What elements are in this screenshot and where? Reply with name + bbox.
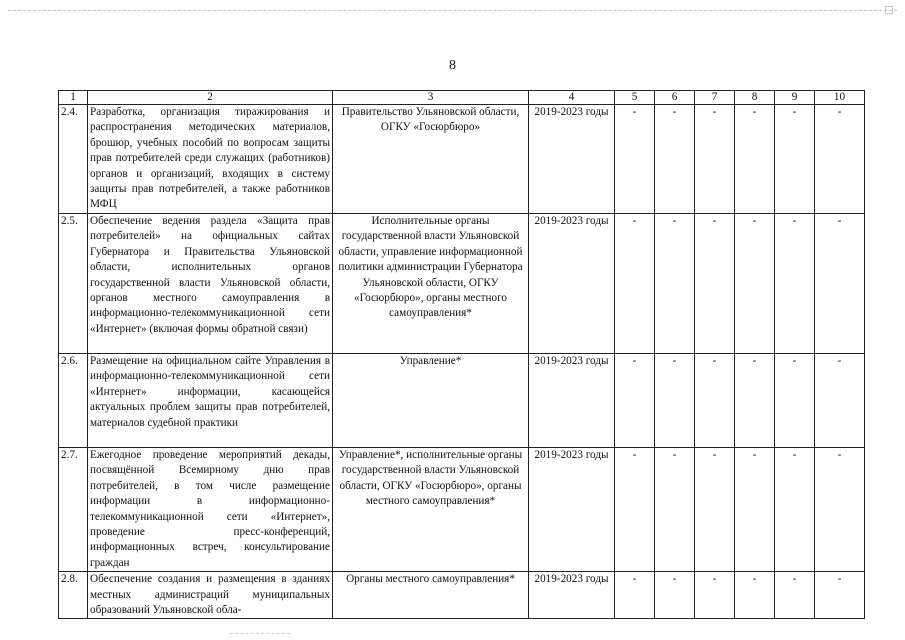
value-cell: - — [735, 105, 775, 214]
value-cell: - — [815, 448, 865, 572]
value-cell: - — [775, 214, 815, 354]
value-cell: - — [655, 448, 695, 572]
value-cell: - — [735, 572, 775, 619]
value-cell: - — [615, 214, 655, 354]
value-cell: - — [655, 354, 695, 448]
measure-term: 2019-2023 годы — [529, 448, 615, 572]
header-cell: 7 — [695, 91, 735, 105]
row-number: 2.6. — [59, 354, 88, 448]
measure-term: 2019-2023 годы — [529, 214, 615, 354]
row-number: 2.4. — [59, 105, 88, 214]
measure-description: Обеспечение создания и размещения в зданиях местных администраций муниципальных образований Ульяновской обла- — [88, 572, 333, 619]
table-row — [59, 572, 865, 619]
header-cell: 4 — [529, 91, 615, 105]
value-cell: - — [695, 105, 735, 214]
measure-description: Ежегодное проведение мероприятий декады, посвящённой Всемирному дню прав потребителей, в том числе размещение информации в информационно-телекоммуникационной сети «Интернет», проведение пресс-конференций, информационных встреч, консультирование граждан — [88, 448, 333, 572]
corner-mark — [885, 6, 893, 14]
measure-term: 2019-2023 годы — [529, 105, 615, 214]
table-row — [59, 214, 865, 354]
value-cell: - — [655, 214, 695, 354]
value-cell: - — [615, 105, 655, 214]
measure-term: 2019-2023 годы — [529, 572, 615, 619]
value-cell: - — [815, 214, 865, 354]
measure-description: Размещение на официальном сайте Управления в информационно-телекоммуникационной сети «Интернет» информации, касающейся актуальных проблем защиты прав потребителей, материалов судебной практики — [88, 354, 333, 448]
measure-description: Обеспечение ведения раздела «Защита прав потребителей» на официальных сайтах Губернатора и Правительства Ульяновской области, исполнительных органов государственной власти Ульяновской области, органов местного самоуправления в информационно-телекоммуникационной сети «Интернет» (включая формы обратной связи) — [88, 214, 333, 354]
value-cell: - — [695, 572, 735, 619]
top-dashed-line — [8, 10, 897, 11]
value-cell: - — [615, 572, 655, 619]
value-cell: - — [775, 448, 815, 572]
value-cell: - — [735, 214, 775, 354]
measure-executor: Управление* — [333, 354, 529, 448]
measure-executor: Управление*, исполнительные органы государственной власти Ульяновской области, ОГКУ «Госюрбюро», органы местного самоуправления* — [333, 448, 529, 572]
scan-artifact-line — [230, 633, 290, 634]
header-cell: 8 — [735, 91, 775, 105]
measure-term: 2019-2023 годы — [529, 354, 615, 448]
value-cell: - — [695, 214, 735, 354]
header-cell: 2 — [88, 91, 333, 105]
header-cell: 1 — [59, 91, 88, 105]
value-cell: - — [695, 354, 735, 448]
value-cell: - — [655, 572, 695, 619]
row-number: 2.8. — [59, 572, 88, 619]
measure-executor: Правительство Ульяновской области, ОГКУ «Госюрбюро» — [333, 105, 529, 214]
header-row — [59, 91, 865, 105]
header-cell: 3 — [333, 91, 529, 105]
table-row — [59, 354, 865, 448]
value-cell: - — [775, 105, 815, 214]
measure-executor: Исполнительные органы государственной власти Ульяновской области, управление информационной политики администрации Губернатора Ульяновской области, ОГКУ «Госюрбюро», органы местного самоуправления* — [333, 214, 529, 354]
table-row — [59, 448, 865, 572]
value-cell: - — [775, 354, 815, 448]
value-cell: - — [735, 448, 775, 572]
header-cell: 5 — [615, 91, 655, 105]
row-number: 2.7. — [59, 448, 88, 572]
header-cell: 10 — [815, 91, 865, 105]
row-number: 2.5. — [59, 214, 88, 354]
value-cell: - — [655, 105, 695, 214]
value-cell: - — [615, 354, 655, 448]
measures-table — [58, 90, 865, 619]
value-cell: - — [815, 354, 865, 448]
header-cell: 9 — [775, 91, 815, 105]
header-cell: 6 — [655, 91, 695, 105]
value-cell: - — [815, 105, 865, 214]
value-cell: - — [775, 572, 815, 619]
measure-executor: Органы местного самоуправления* — [333, 572, 529, 619]
value-cell: - — [815, 572, 865, 619]
value-cell: - — [735, 354, 775, 448]
value-cell: - — [695, 448, 735, 572]
table-row — [59, 105, 865, 214]
value-cell: - — [615, 448, 655, 572]
page-number: 8 — [449, 58, 456, 73]
measure-description: Разработка, организация тиражирования и распространения методических материалов, брошюр, учебных пособий по вопросам защиты прав потребителей среди служащих (работников) органов и организаций, входящих в систему защиты прав потребителей, а также работников МФЦ — [88, 105, 333, 214]
